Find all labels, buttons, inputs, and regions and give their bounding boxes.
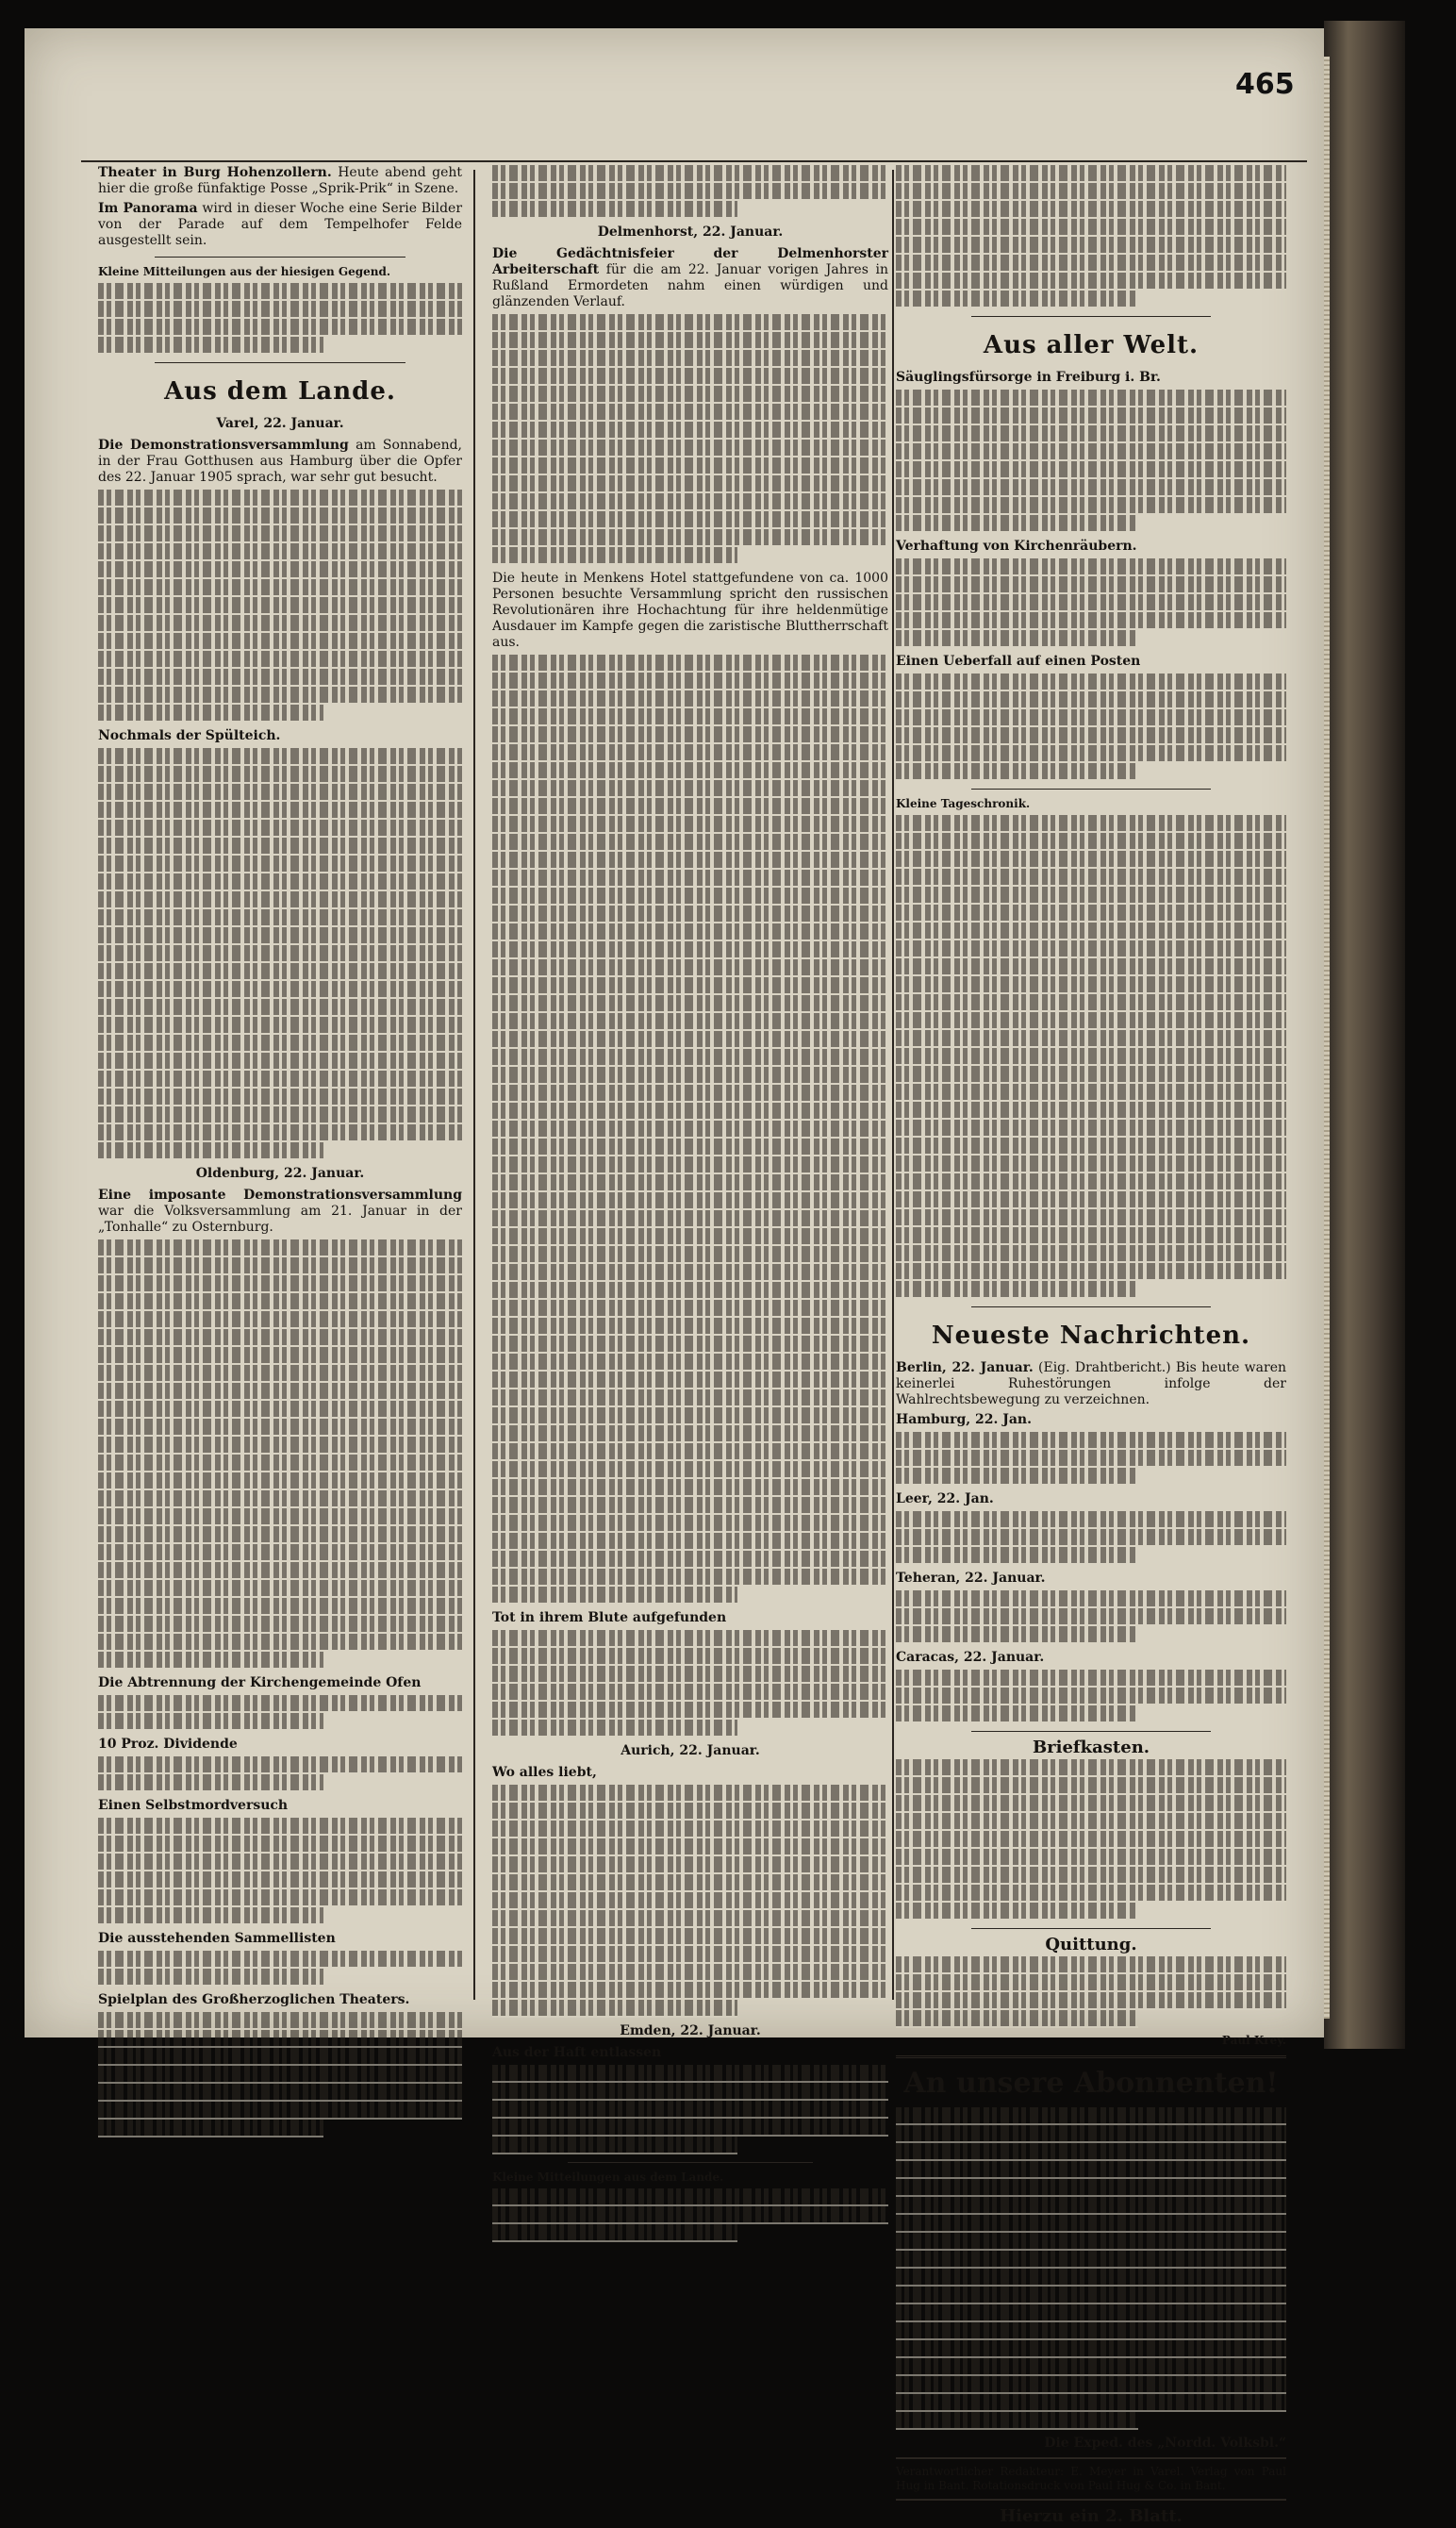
article-heading: Die Demonstrationsversammlung bbox=[98, 438, 349, 453]
page-number: 465 bbox=[1235, 68, 1295, 101]
article-body bbox=[896, 815, 1286, 1299]
article-heading: Theater in Burg Hohenzollern. bbox=[98, 165, 332, 180]
article-heading: Die Abtrennung der Kirchengemeinde Ofen bbox=[98, 1675, 422, 1690]
notice-title: An unsere Abonnenten! bbox=[903, 2067, 1279, 2100]
article-heading: Kleine Tageschronik. bbox=[896, 797, 1031, 810]
article-body bbox=[98, 1695, 462, 1731]
dateline: Delmenhorst, 22. Januar. bbox=[597, 225, 784, 240]
article-body bbox=[492, 165, 888, 219]
article-heading: 10 Proz. Dividende bbox=[98, 1737, 238, 1752]
article-heading: Teheran, 22. Januar. bbox=[896, 1571, 1046, 1586]
dateline: Aurich, 22. Januar. bbox=[620, 1743, 760, 1758]
article-heading: Säuglingsfürsorge in Freiburg i. Br. bbox=[896, 370, 1161, 385]
article-heading: Hamburg, 22. Jan. bbox=[896, 1412, 1032, 1427]
article-heading: Nochmals der Spülteich. bbox=[98, 728, 281, 743]
article-body bbox=[492, 1785, 888, 2018]
article-body bbox=[98, 1818, 462, 1925]
article-body bbox=[896, 1511, 1286, 1565]
article-body bbox=[896, 1670, 1286, 1723]
column-right bbox=[896, 165, 1286, 2528]
briefkasten-title: Briefkasten. bbox=[1032, 1738, 1150, 1757]
article-body bbox=[98, 490, 462, 723]
imprint: Verantwortlicher Redakteur: E. Meyer in Varel. Verlag von Paul Hug in Bant. Rotationsdruck von Paul Hug & Co. in Bant. bbox=[896, 2465, 1286, 2492]
article-text: war die Volksversammlung am 21. Januar in der „Tonhalle“ zu Osternburg. bbox=[98, 1204, 462, 1235]
section-title: Neueste Nachrichten. bbox=[931, 1322, 1251, 1350]
article-body bbox=[896, 674, 1286, 781]
article-body bbox=[98, 283, 462, 355]
dateline: Oldenburg, 22. Januar. bbox=[195, 1166, 365, 1181]
article-demo bbox=[98, 438, 462, 486]
column-left bbox=[98, 165, 462, 2143]
article-text: für die am 22. Januar vorigen Jahres in Rußland Ermordeten nahm einen würdigen und glänzenden Verlauf. bbox=[492, 262, 889, 309]
section-title: Aus aller Welt. bbox=[983, 331, 1200, 359]
article-imposante bbox=[98, 1188, 462, 1236]
article-heading: Einen Selbstmordversuch bbox=[98, 1798, 289, 1813]
column-rule bbox=[892, 170, 894, 2000]
article-heading: Die ausstehenden Sammellisten bbox=[98, 1931, 336, 1946]
column-middle bbox=[492, 165, 888, 2248]
article-body bbox=[492, 314, 888, 565]
article-body bbox=[896, 1759, 1286, 1921]
article-text: am Sonnabend, in der Frau Gotthusen aus Hamburg über die Opfer des 22. Januar 1905 sprach, war sehr gut besucht. bbox=[98, 438, 463, 485]
article-body bbox=[98, 2012, 462, 2137]
article-text: wird in dieser Woche eine Serie Bilder von der Parade auf dem Tempelhofer Felde ausgestellt sein. bbox=[98, 201, 463, 248]
signature: Paul Krey. bbox=[1221, 2034, 1286, 2047]
supplement-note: Hierzu ein 2. Blatt. bbox=[1000, 2506, 1183, 2526]
section-title: Aus dem Lande. bbox=[164, 377, 396, 406]
article-body bbox=[492, 655, 888, 1605]
article-heading: Tot in ihrem Blute aufgefunden bbox=[492, 1610, 727, 1625]
article-body bbox=[98, 748, 462, 1160]
article-body bbox=[896, 1956, 1286, 2028]
article-heading: Verhaftung von Kirchenräubern. bbox=[896, 539, 1137, 554]
article-heading: Kleine Mitteilungen aus der hiesigen Gegend. bbox=[98, 265, 391, 278]
article-heading: Die Gedächtnisfeier der Delmenhorster Arbeiterschaft bbox=[492, 246, 888, 277]
article-text: Heute abend geht hier die große fünfaktige Posse „Sprik-Prik“ in Szene. bbox=[98, 165, 462, 196]
article-body bbox=[896, 390, 1286, 533]
article-text: (Eig. Drahtbericht.) Bis heute waren keinerlei Ruhestörungen infolge der Wahlrechtsbewegung zu verzeichnen. bbox=[896, 1360, 1287, 1407]
article-body bbox=[896, 1590, 1286, 1644]
article-berlin bbox=[896, 1360, 1286, 1408]
dateline: Emden, 22. Januar. bbox=[620, 2023, 761, 2038]
article-panorama bbox=[98, 201, 462, 249]
column-rule bbox=[473, 170, 475, 2000]
article-resolution: Die heute in Menkens Hotel stattgefundene von ca. 1000 Personen besuchte Versammlung spricht den russischen Revolutionären ihre Hochachtung für ihre heldenmütige Ausdauer im Kampfe gegen die zaristische Bluttherrschaft aus. bbox=[492, 571, 888, 650]
dateline: Varel, 22. Januar. bbox=[216, 416, 344, 431]
article-heading: Einen Ueberfall auf einen Posten bbox=[896, 654, 1141, 669]
article-body bbox=[492, 1630, 888, 1738]
signature: Die Exped. des „Nordd. Volksbl.“ bbox=[1044, 2436, 1286, 2451]
article-body bbox=[98, 1756, 462, 1792]
article-heading: Berlin, 22. Januar. bbox=[896, 1360, 1034, 1375]
article-gedenk bbox=[492, 246, 888, 310]
article-body bbox=[98, 1951, 462, 1987]
article-body bbox=[896, 558, 1286, 648]
article-heading: Wo alles liebt, bbox=[492, 1765, 597, 1780]
quittung-title: Quittung. bbox=[1045, 1935, 1137, 1954]
article-body bbox=[896, 2107, 1286, 2430]
article-heading: Im Panorama bbox=[98, 201, 198, 216]
article-heading: Spielplan des Großherzoglichen Theaters. bbox=[98, 1992, 410, 2007]
article-heading: Caracas, 22. Januar. bbox=[896, 1650, 1045, 1665]
article-heading: Aus der Haft entlassen bbox=[492, 2045, 662, 2060]
article-body bbox=[492, 2065, 888, 2154]
article-heading: Eine imposante Demonstrationsversammlung bbox=[98, 1188, 462, 1203]
article-heading: Leer, 22. Jan. bbox=[896, 1491, 994, 1506]
article-body bbox=[492, 2188, 888, 2242]
article-theater bbox=[98, 165, 462, 197]
article-body bbox=[896, 165, 1286, 308]
article-heading: Kleine Mitteilungen aus dem Lande. bbox=[492, 2170, 724, 2184]
book-binding bbox=[1324, 21, 1405, 2049]
article-body bbox=[896, 1432, 1286, 1486]
article-body bbox=[98, 1239, 462, 1670]
header-rule bbox=[81, 160, 1307, 162]
